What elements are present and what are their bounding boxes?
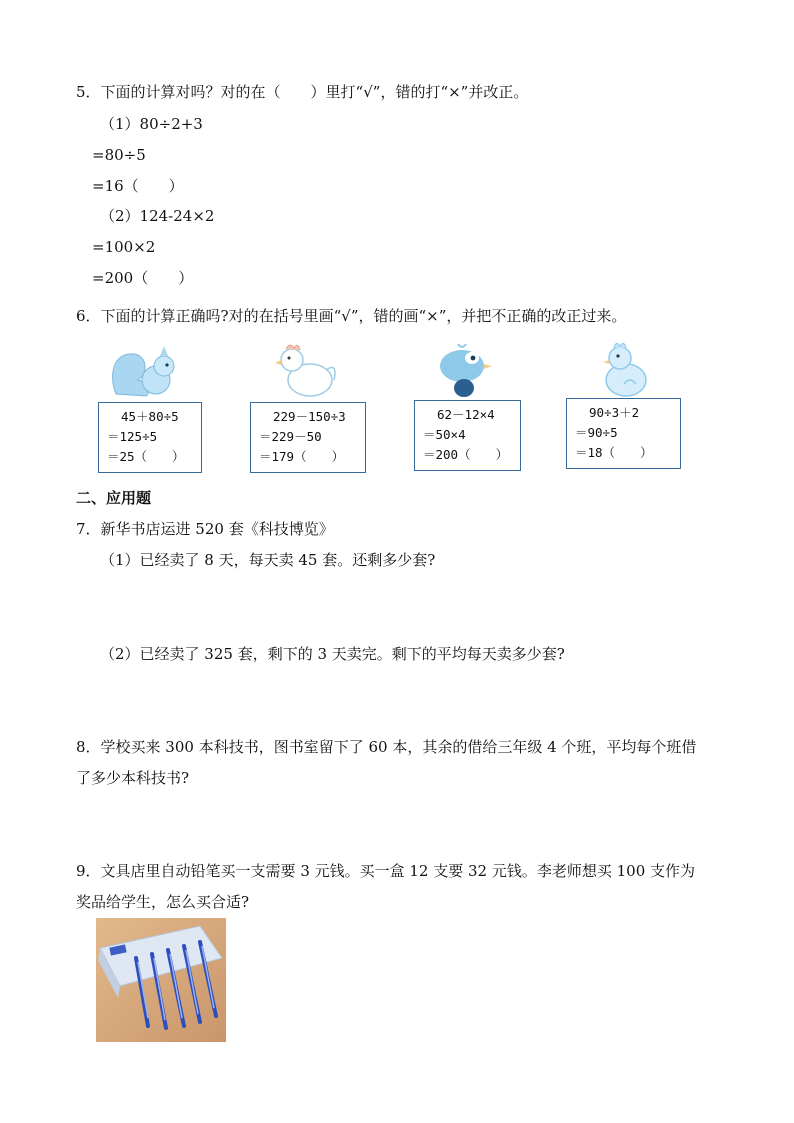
q9-line-1: 9．文具店里自动铅笔买一支需要 3 元钱。买一盒 12 支要 32 元钱。李老师想买 100 支作为 xyxy=(76,862,696,880)
q5-line-1: （1）80÷2+3 xyxy=(100,115,203,133)
section-title: 二、应用题 xyxy=(76,489,152,507)
squirrel-icon xyxy=(108,344,184,400)
q5-line-3: =16（ ） xyxy=(92,177,184,195)
card-line: ＝229－50 xyxy=(259,429,322,444)
q9-line-2: 奖品给学生，怎么买合适? xyxy=(76,893,250,911)
calc-card-1 xyxy=(98,402,202,473)
card-answer: ＝25（ ） xyxy=(107,449,185,464)
calc-card-4 xyxy=(566,398,681,469)
q7-sub-2: （2）已经卖了 325 套，剩下的 3 天卖完。剩下的平均每天卖多少套? xyxy=(100,645,565,663)
q5-line-5: =100×2 xyxy=(92,238,156,256)
calc-card-3 xyxy=(414,400,521,471)
q5-title: 5．下面的计算对吗？对的在（ ）里打“√”，错的打“×”并改正。 xyxy=(76,83,529,101)
card-answer: ＝179（ ） xyxy=(259,449,345,464)
q8-line-1: 8．学校买来 300 本科技书，图书室留下了 60 本，其余的借给三年级 4 个班，平均每个班借 xyxy=(76,738,697,756)
card-line: ＝125÷5 xyxy=(107,429,158,444)
card-line: 90÷3＋2 xyxy=(589,405,640,420)
card-line: ＝50×4 xyxy=(423,427,466,442)
q7-sub-1: （1）已经卖了 8 天，每天卖 45 套。还剩多少套? xyxy=(100,551,436,569)
q5-line-2: =80÷5 xyxy=(92,146,146,164)
card-answer: ＝18（ ） xyxy=(575,445,653,460)
q5-line-4: （2）124-24×2 xyxy=(100,207,215,225)
calc-card-2 xyxy=(250,402,366,473)
pencil-box-photo xyxy=(96,918,226,1042)
q5-line-6: =200（ ） xyxy=(92,269,194,287)
card-answer: ＝200（ ） xyxy=(423,447,509,462)
card-line: ＝90÷5 xyxy=(575,425,618,440)
q8-line-2: 了多少本科技书? xyxy=(76,769,190,787)
card-line: 45＋80÷5 xyxy=(121,409,179,424)
hen-icon xyxy=(274,340,340,400)
q7-title: 7．新华书店运进 520 套《科技博览》 xyxy=(76,520,334,538)
rooster-icon xyxy=(594,340,654,400)
bird-icon xyxy=(432,344,494,400)
card-line: 62－12×4 xyxy=(437,407,495,422)
q6-title: 6．下面的计算正确吗?对的在括号里画“√”，错的画“×”，并把不正确的改正过来。 xyxy=(76,307,627,325)
card-line: 229－150÷3 xyxy=(273,409,346,424)
